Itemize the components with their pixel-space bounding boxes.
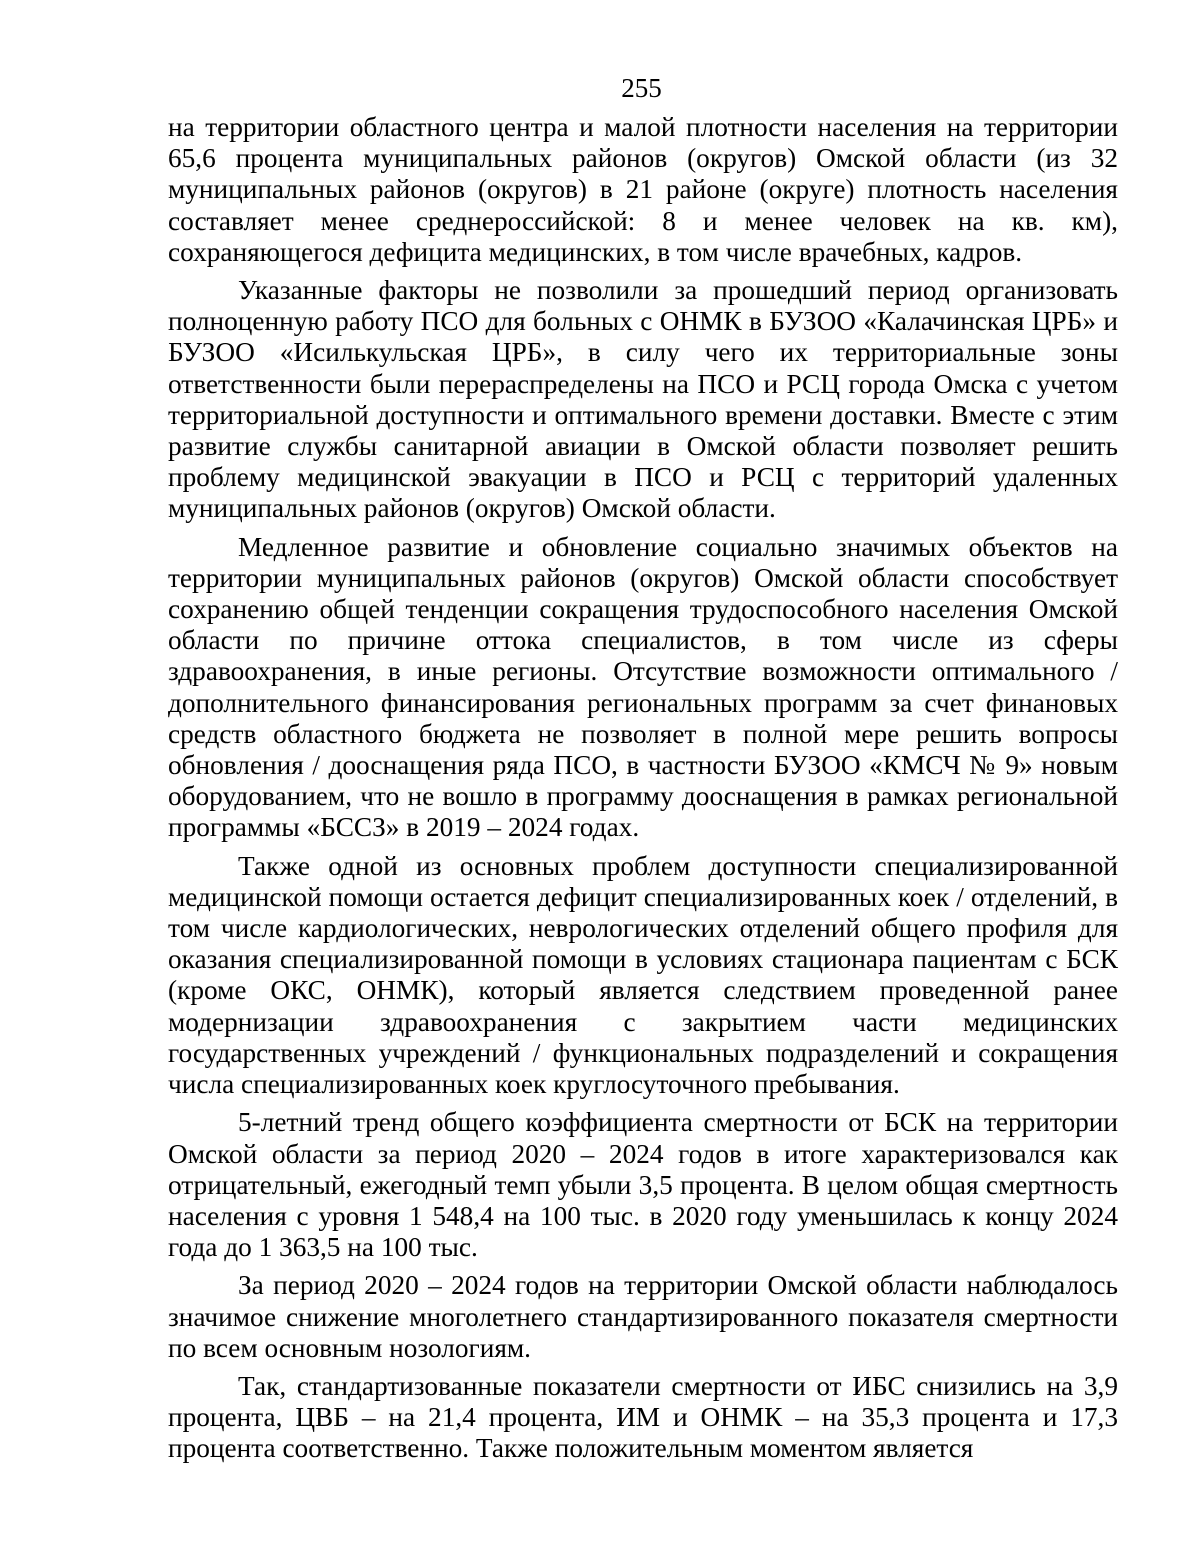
document-body [168,112,1118,1465]
paragraph-continuation: на территории областного центра и малой плотности населения на территории 65,6 процента муниципальных районов (округов) Омской области (из 32 муниципальных районов (округов) в 21 районе (округе) плотность населения составляет менее среднероссийской: 8 и менее человек на кв. км), сохраняющегося дефицита медицинских, в том числе врачебных, кадров. [168,112,1118,267]
paragraph-bed-deficit: Также одной из основных проблем доступности специализированной медицинской помощи остается дефицит специализированных коек / отделений, в том числе кардиологических, неврологических отделений общего профиля для оказания специализированной помощи в условиях стационара пациентам с БСК (кроме ОКС, ОНМК), который является следствием проведенной ранее модернизации здравоохранения с закрытием части медицинских государственных учреждений / функциональных подразделений и сокращения числа специализированных коек круглосуточного пребывания. [168,850,1118,1100]
paragraph-slow-development: Медленное развитие и обновление социально значимых объектов на территории муниципальных районов (округов) Омской области способствует сохранению общей тенденции сокращения трудоспособного населения Омской области по причине оттока специалистов, в том числе из сферы здравоохранения, в иные регионы. Отсутствие возможности оптимального / дополнительного финансирования региональных программ за счет финановых средств областного бюджета не позволяет в полной мере решить вопросы обновления / дооснащения ряда ПСО, в частности БУЗОО «КМСЧ № 9» новым оборудованием, что не вошло в программу дооснащения в рамках региональной программы «БССЗ» в 2019 – 2024 годах. [168,531,1118,843]
paragraph-mortality-trend: 5-летний тренд общего коэффициента смертности от БСК на территории Омской области за период 2020 – 2024 годов в итоге характеризовался как отрицательный, ежегодный темп убыли 3,5 процента. В целом общая смертность населения с уровня 1 548,4 на 100 тыс. в 2020 году уменьшилась к концу 2024 года до 1 363,5 на 100 тыс. [168,1107,1118,1263]
paragraph-period-decline: За период 2020 – 2024 годов на территории Омской области наблюдалось значимое снижение многолетнего стандартизированного показателя смертности по всем основным нозологиям. [168,1270,1118,1363]
page-number: 255 [621,73,662,103]
paragraph-standardized-rates: Так, стандартизованные показатели смертности от ИБС снизились на 3,9 процента, ЦВБ – на 21,4 процента, ИМ и ОНМК – на 35,3 процента и 17,3 процента соответственно. Также положительным моментом является [168,1370,1118,1464]
paragraph-factors: Указанные факторы не позволили за прошедший период организовать полноценную работу ПСО для больных с ОНМК в БУЗОО «Калачинская ЦРБ» и БУЗОО «Исилькульская ЦРБ», в силу чего их территориальные зоны ответственности были перераспределены на ПСО и РСЦ города Омска с учетом территориальной доступности и оптимального времени доставки. Вместе с этим развитие службы санитарной авиации в Омской области позволяет решить проблему медицинской эвакуации в ПСО и РСЦ с территорий удаленных муниципальных районов (округов) Омской области. [168,275,1118,524]
